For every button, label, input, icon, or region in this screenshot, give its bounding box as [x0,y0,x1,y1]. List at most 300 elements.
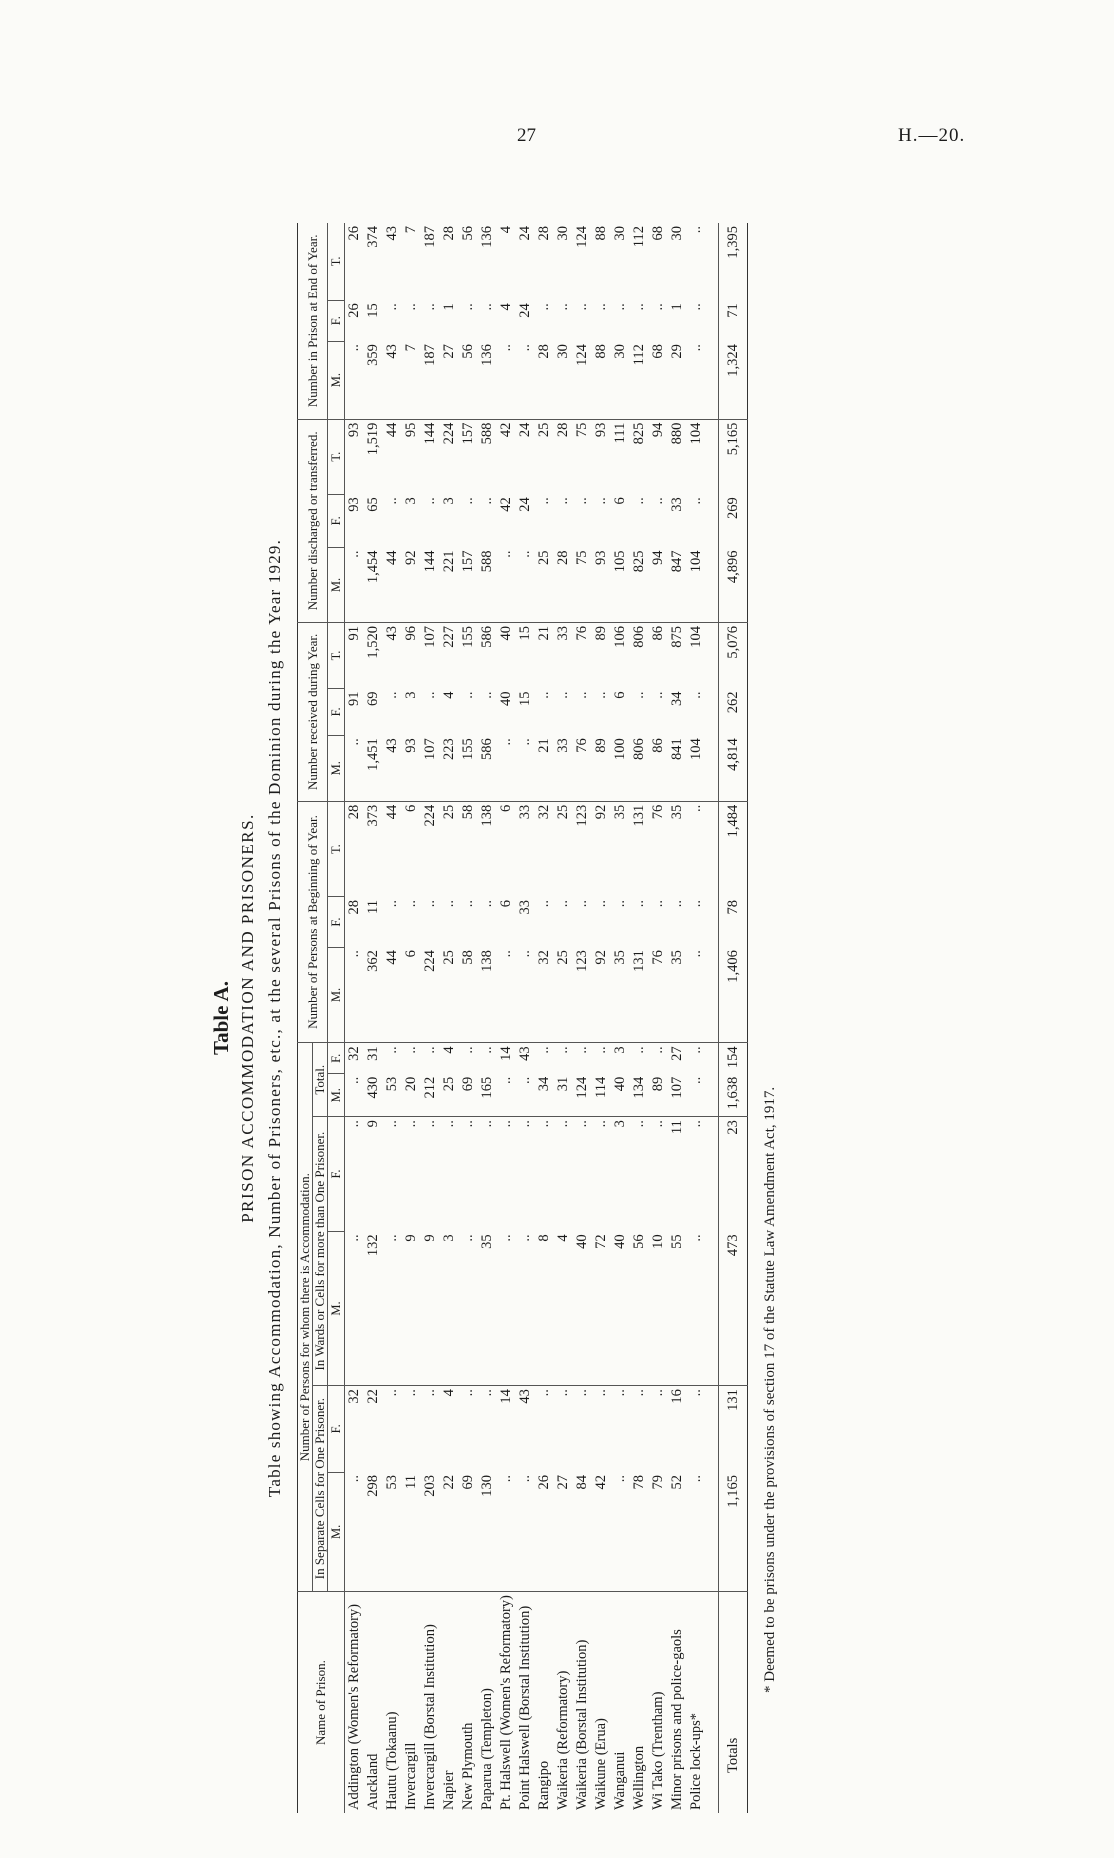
cell-value: .. [650,303,666,311]
cell-value: 55 [668,1231,687,1385]
cell-value: .. [497,1074,516,1117]
cell-value: 93 [593,422,609,438]
table-row [668,223,687,1813]
spacer-cell [706,623,719,689]
cell-value: 114 [592,1074,611,1117]
cell-value: 25 [441,804,457,820]
cell-value: 40 [573,1231,592,1385]
cell-value: .. [536,899,552,908]
subheader-m: M. [328,547,345,622]
cell-value: 35 [669,804,685,820]
cell-value: 69 [459,1472,478,1592]
subheader-t: T. [328,419,345,494]
cell-value: .. [555,1389,571,1397]
spacer-cell [706,1472,719,1592]
cell-value: 32 [536,804,552,820]
cell-value: 131 [719,1386,748,1472]
cell-value: .. [688,497,704,505]
cell-value: .. [536,1120,552,1128]
cell-value: 132 [364,1231,383,1385]
cell-value: .. [631,303,647,311]
cell-value: 14 [498,1389,514,1404]
cell-value: .. [593,1046,609,1054]
cell-value: 847 [668,547,687,622]
cell-value: .. [688,1046,704,1054]
cell-value: 93 [346,497,362,512]
cell-value: .. [574,303,590,311]
cell-value: .. [650,1046,666,1054]
cell-value: 44 [384,804,400,820]
cell-value: 28 [555,422,571,438]
cell-value: 68 [650,226,666,241]
subheader-f: F. [328,300,345,341]
cell-value: 224 [422,804,438,827]
cell-value: 28 [346,804,362,820]
cell-value: .. [422,497,438,505]
table-body [345,223,748,1813]
cell-value: .. [516,1074,535,1117]
header-received: Number received during Year. [298,623,328,802]
table-row [554,223,573,1813]
cell-value: .. [479,691,495,699]
cell-value: 880 [669,422,685,445]
cell-value: 157 [460,422,476,445]
cell-value: 53 [383,1074,402,1117]
cell-value: 76 [574,626,590,641]
cell-value: 76 [573,735,592,801]
cell-value: 56 [630,1231,649,1385]
cell-value: .. [516,341,535,419]
cell-value: 157 [459,547,478,622]
header-total: Total. [313,1043,328,1117]
subheader-f: F. [328,1117,345,1232]
table-row [573,223,592,1813]
cell-value: 11 [402,1472,421,1592]
table-row [630,223,649,1813]
cell-value: 155 [460,626,476,648]
cell-value: .. [460,497,476,505]
header-separate: In Separate Cells for One Prisoner. [313,1386,328,1592]
cell-value: 68 [649,341,668,419]
cell-value: .. [593,1389,609,1397]
cell-value: 9 [402,1231,421,1385]
table-row [687,223,706,1813]
cell-value: 29 [668,341,687,419]
cell-value: .. [384,691,400,699]
cell-value: 25 [535,547,554,622]
cell-value: 35 [478,1231,497,1385]
table-title: Table showing Accommodation, Number of Prisoners, etc., at the several Prisons of the Dominion during the Year 1929. [265,538,284,1498]
cell-value: 15 [517,691,533,706]
cell-value: 5,076 [719,623,748,689]
cell-value: .. [479,1046,495,1054]
cell-value: 1,406 [719,947,748,1043]
cell-value: 11 [365,899,381,914]
cell-value: .. [574,497,590,505]
subheader-m: M. [328,947,345,1043]
cell-value: 25 [440,1074,459,1117]
cell-value: 1,324 [719,341,748,419]
prison-name: Wi Tako (Trentham) [650,1691,666,1810]
cell-value: .. [688,1120,704,1128]
cell-value: .. [516,1472,535,1592]
cell-value: 14 [498,1046,514,1061]
cell-value: 112 [631,226,647,248]
cell-value: 26 [346,303,362,318]
cell-value: .. [497,547,516,622]
cell-value: 43 [383,341,402,419]
cell-value: 9 [421,1231,440,1385]
cell-value: .. [555,303,571,311]
cell-value: 26 [535,1472,554,1592]
cell-value: .. [422,303,438,311]
cell-value: 3 [403,497,419,505]
spacer-cell [706,1043,719,1074]
cell-value: 124 [574,226,590,248]
cell-value: 40 [498,626,514,641]
cell-value: 52 [668,1472,687,1592]
cell-value: 44 [383,947,402,1043]
cell-value: 3 [440,1231,459,1385]
prison-name: Rangipo [536,1760,552,1810]
cell-value: .. [536,1046,552,1054]
cell-value: 86 [650,626,666,641]
subheader-m: M. [328,1472,345,1592]
cell-value: 1,520 [365,626,381,659]
spacer-cell [706,1592,719,1813]
cell-value: 825 [630,547,649,622]
cell-value: 34 [535,1074,554,1117]
cell-value: 3 [441,497,457,505]
cell-value: 107 [422,626,438,648]
cell-value: 31 [365,1046,381,1061]
cell-value: 138 [478,947,497,1043]
cell-value: 89 [592,735,611,801]
cell-value: 7 [402,341,421,419]
cell-value: 4 [498,303,514,311]
cell-value: 223 [440,735,459,801]
cell-value: 42 [498,422,514,438]
prison-name: Wellington [631,1745,647,1810]
page-number: 27 [517,125,536,146]
cell-value: 65 [365,497,381,512]
cell-value: 224 [441,422,457,445]
cell-value: 27 [669,1046,685,1061]
cell-value: .. [422,1389,438,1397]
cell-value: 35 [668,947,687,1043]
prison-name: Waikeria (Reformatory) [555,1670,571,1810]
cell-value: 1,454 [364,547,383,622]
cell-value: 136 [478,341,497,419]
cell-value: 43 [517,1389,533,1404]
cell-value: .. [593,899,609,908]
cell-value: .. [631,1389,647,1397]
cell-value: .. [384,497,400,505]
spacer-cell [706,1386,719,1472]
cell-value: 374 [365,226,381,248]
cell-value: .. [687,1074,706,1117]
cell-value: 44 [383,547,402,622]
cell-value: .. [688,691,704,699]
cell-value: .. [422,899,438,908]
cell-value: 24 [517,422,533,438]
cell-value: .. [574,1120,590,1128]
cell-value: .. [479,1389,495,1397]
cell-value: 262 [719,688,748,735]
spacer-cell [706,300,719,341]
spacer-cell [706,223,719,300]
cell-value: 4 [554,1231,573,1385]
cell-value: .. [687,1231,706,1385]
cell-value: 28 [536,226,552,241]
cell-value: 58 [459,947,478,1043]
cell-value: 35 [612,804,628,820]
cell-value: .. [593,497,609,505]
cell-value: 1 [441,303,457,311]
cell-value: 32 [346,1389,362,1404]
table-row [516,223,535,1813]
cell-value: .. [345,735,365,801]
cell-value: 56 [459,341,478,419]
cell-value: 94 [649,547,668,622]
header-end: Number in Prison at End of Year. [298,223,328,419]
cell-value: 875 [669,626,685,648]
cell-value: .. [555,1120,571,1128]
cell-value: 588 [479,422,495,445]
cell-value: 138 [479,804,495,827]
cell-value: 35 [611,947,630,1043]
cell-value: 30 [554,341,573,419]
cell-value: 430 [364,1074,383,1117]
cell-value: 72 [592,1231,611,1385]
cell-value: 298 [364,1472,383,1592]
subheader-m: M. [328,1231,345,1385]
cell-value: 825 [631,422,647,445]
cell-value: 40 [611,1231,630,1385]
cell-value: 33 [555,626,571,641]
cell-value: .. [593,303,609,311]
cell-value: .. [574,691,590,699]
cell-value: 30 [555,226,571,241]
cell-value: 15 [517,626,533,641]
spacer-cell [706,547,719,622]
cell-value: 6 [612,497,628,505]
prison-name: Paparua (Templeton) [479,1688,495,1810]
cell-value: .. [403,899,419,908]
table-subtitle: PRISON ACCOMMODATION AND PRISONERS. [238,813,257,1223]
cell-value: 76 [650,804,666,820]
cell-value: .. [574,899,590,908]
cell-value: 78 [630,1472,649,1592]
header-wards: In Wards or Cells for more than One Prisoner. [313,1117,328,1386]
cell-value: 6 [498,899,514,908]
cell-value: 91 [346,691,362,706]
cell-value: .. [441,1120,457,1128]
cell-value: 8 [535,1231,554,1385]
cell-value: 43 [384,626,400,641]
table-row [611,223,630,1813]
cell-value: 93 [402,735,421,801]
cell-value: .. [384,1046,400,1054]
prison-table [297,223,748,1813]
cell-value: 91 [346,626,362,641]
cell-value: 78 [719,897,748,947]
cell-value: 86 [649,735,668,801]
cell-value: 104 [688,626,704,648]
subheader-t: T. [328,623,345,689]
cell-value: .. [497,1231,516,1385]
cell-value: 43 [383,735,402,801]
cell-value: 28 [554,547,573,622]
cell-value: .. [460,303,476,311]
cell-value: 88 [593,226,609,241]
spacer-cell [706,1231,719,1385]
header-accommodation: Number of Persons for whom there is Accommodation. [298,1043,313,1592]
cell-value: 1,451 [364,735,383,801]
cell-value: .. [516,735,535,801]
cell-value: 22 [365,1389,381,1404]
cell-value: .. [612,303,628,311]
table-row [345,223,365,1813]
cell-value: .. [669,899,685,908]
cell-value: 1,395 [719,223,748,300]
subheader-f: F. [328,688,345,735]
cell-value: 44 [384,422,400,438]
cell-value: 89 [649,1074,668,1117]
cell-value: 227 [441,626,457,648]
cell-value: 25 [555,804,571,820]
cell-value: 104 [687,547,706,622]
subheader-m: M. [328,341,345,419]
cell-value: .. [345,1231,365,1385]
cell-value: .. [687,341,706,419]
cell-value: 28 [441,226,457,241]
cell-value: 9 [365,1120,381,1128]
cell-value: .. [612,899,628,908]
prison-name: Waikeria (Borstal Institution) [574,1639,590,1810]
table-row [478,223,497,1813]
table-row [440,223,459,1813]
spacer-cell [706,341,719,419]
cell-value: 75 [574,422,590,438]
cell-value: .. [536,691,552,699]
cell-value: 15 [365,303,381,318]
cell-value: 269 [719,494,748,547]
cell-value: .. [555,497,571,505]
cell-value: .. [687,947,706,1043]
cell-value: 30 [612,226,628,241]
cell-value: .. [345,947,365,1043]
cell-value: 88 [592,341,611,419]
prison-name: Addington (Women's Reformatory) [346,1603,362,1810]
cell-value: 32 [535,947,554,1043]
cell-value: .. [403,1120,419,1128]
spacer-row [706,223,719,1813]
prison-name: Invercargill [403,1742,419,1810]
cell-value: .. [460,1046,476,1054]
cell-value: 6 [612,691,628,699]
cell-value: .. [479,497,495,505]
prison-name: Waikune (Erua) [593,1718,609,1810]
cell-value: 212 [421,1074,440,1117]
cell-value: .. [688,1389,704,1397]
prison-name: Napier [441,1770,457,1810]
cell-value: 33 [517,804,533,820]
cell-value: .. [384,899,400,908]
cell-value: .. [460,899,476,908]
cell-value: 6 [403,804,419,812]
table-row [535,223,554,1813]
spacer-cell [706,801,719,897]
cell-value: 76 [649,947,668,1043]
subheader-t: T. [328,223,345,300]
cell-value: .. [384,1389,400,1397]
cell-value: 92 [402,547,421,622]
cell-value: .. [479,303,495,311]
cell-value: 144 [422,422,438,445]
cell-value: 75 [573,547,592,622]
cell-value: 58 [460,804,476,820]
cell-value: 136 [479,226,495,248]
cell-value: 359 [364,341,383,419]
prison-name: Point Halswell (Borstal Institution) [517,1605,533,1810]
cell-value: 10 [649,1231,668,1385]
cell-value: 806 [630,735,649,801]
cell-value: 21 [536,626,552,641]
cell-value: .. [497,735,516,801]
table-row [649,223,668,1813]
cell-value: 4,814 [719,735,748,801]
cell-value: .. [384,1120,400,1128]
cell-value: 79 [649,1472,668,1592]
cell-value: 6 [402,947,421,1043]
table-row [459,223,478,1813]
cell-value: 4 [498,226,514,234]
cell-value: .. [555,1046,571,1054]
cell-value: 100 [611,735,630,801]
cell-value: 124 [573,1074,592,1117]
spacer-cell [706,494,719,547]
cell-value: 123 [573,947,592,1043]
cell-value: 4 [441,691,457,699]
cell-value: 4 [441,1389,457,1397]
prison-name: Hautu (Tokaanu) [384,1711,400,1810]
cell-value: 3 [612,1120,628,1128]
cell-value: 107 [421,735,440,801]
table-row [421,223,440,1813]
cell-value: 1 [669,303,685,311]
cell-value: 69 [365,691,381,706]
subheader-m: M. [328,735,345,801]
cell-value: 93 [346,422,362,438]
cell-value: 224 [421,947,440,1043]
table-row [383,223,402,1813]
cell-value: 4 [441,1046,457,1054]
prison-name: Totals [719,1592,748,1813]
cell-value: 43 [384,226,400,241]
cell-value: 131 [631,804,647,827]
prison-name: Wanganui [612,1751,628,1810]
cell-value: .. [688,303,704,311]
cell-value: 134 [630,1074,649,1117]
cell-value: .. [441,899,457,908]
cell-value: .. [555,899,571,908]
cell-value: 33 [669,497,685,512]
cell-value: 69 [459,1074,478,1117]
cell-value: 187 [421,341,440,419]
cell-value: 71 [719,300,748,341]
spacer-cell [706,735,719,801]
